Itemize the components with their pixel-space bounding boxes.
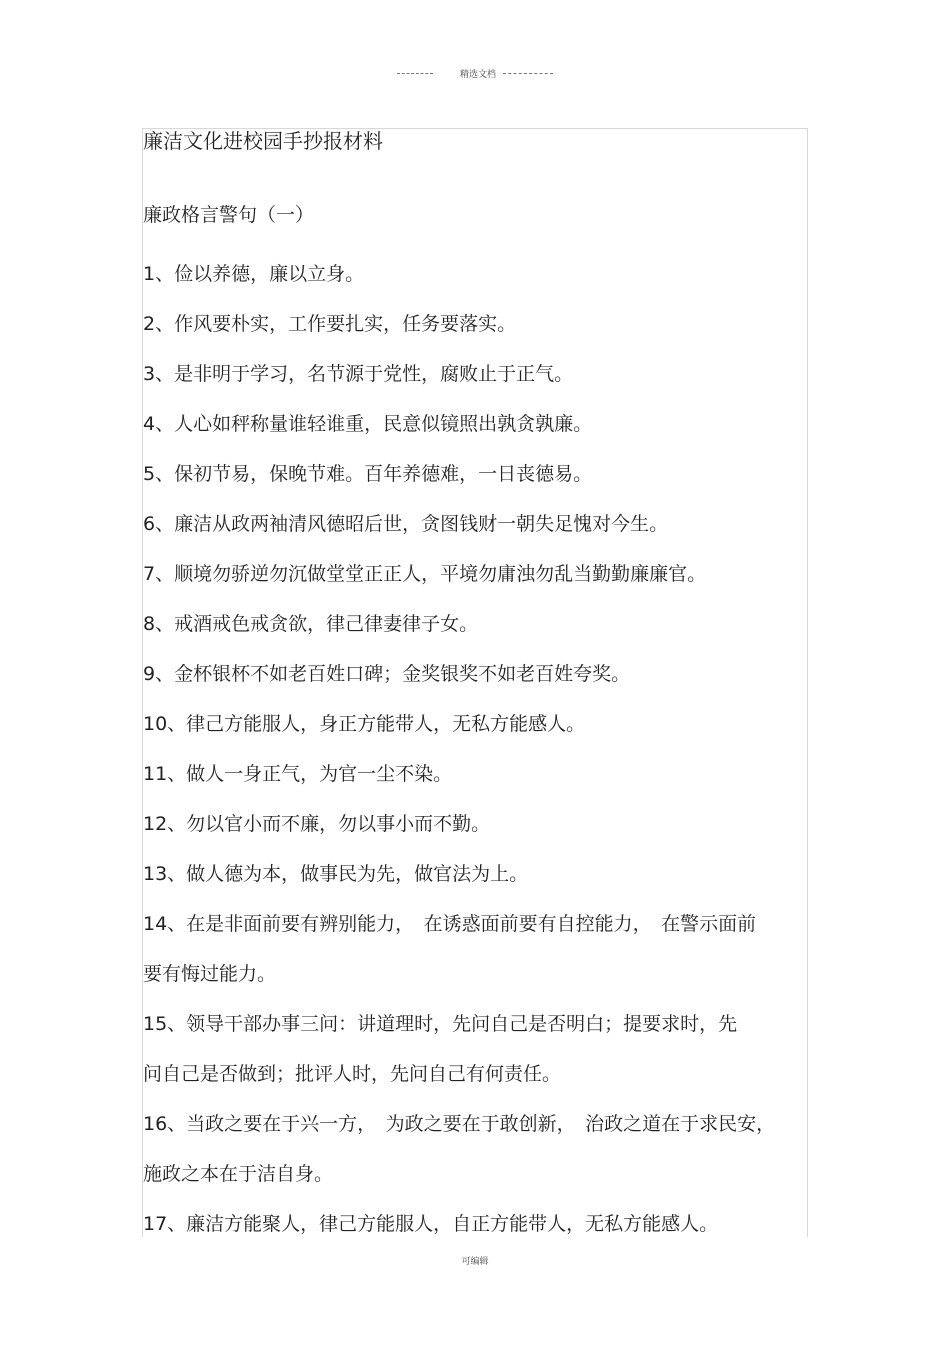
document-title: 廉洁文化进校园手抄报材料 [143, 129, 383, 153]
list-item [143, 1199, 805, 1249]
section-title: 廉政格言警句（一） [143, 204, 315, 226]
list-item [143, 999, 805, 1099]
list-item-text: 11、做人一身正气，为官一尘不染。 [143, 763, 453, 785]
list-item [143, 599, 805, 649]
document-body [143, 125, 805, 1249]
list-item [143, 799, 805, 849]
list-item-text: 要有悔过能力。 [143, 963, 277, 985]
list-item-text: 4、人心如秤称量谁轻谁重，民意似镜照出孰贪孰廉。 [143, 413, 593, 435]
motto-list [143, 249, 805, 1249]
list-item-text: 施政之本在于洁自身。 [143, 1163, 334, 1185]
list-item [143, 899, 805, 999]
list-item-text: 16、当政之要在于兴一方， 为政之要在于敢创新， 治政之道在于求民安， [143, 1113, 776, 1135]
list-item [143, 349, 805, 399]
list-item-text: 3、是非明于学习，名节源于党性，腐败止于正气。 [143, 363, 574, 385]
header-dash-left [397, 73, 433, 74]
list-item-text: 1、俭以养德，廉以立身。 [143, 263, 365, 285]
list-item-text: 8、戒酒戒色戒贪欲，律己律妻律子女。 [143, 613, 479, 635]
list-item-text: 14、在是非面前要有辨别能力， 在诱惑面前要有自控能力， 在警示面前 [143, 913, 757, 935]
list-item [143, 299, 805, 349]
page-footer: 可编辑 [461, 1257, 489, 1267]
list-item-text: 2、作风要朴实，工作要扎实，任务要落实。 [143, 313, 517, 335]
header-dash-right [503, 73, 553, 74]
list-item [143, 549, 805, 599]
list-item [143, 649, 805, 699]
header-label: 精选文档 [459, 70, 496, 80]
list-item [143, 499, 805, 549]
list-item-text: 9、金杯银杯不如老百姓口碑；金奖银奖不如老百姓夸奖。 [143, 663, 631, 685]
list-item-text: 6、廉洁从政两袖清风德昭后世，贪图钱财一朝失足愧对今生。 [143, 513, 669, 535]
list-item [143, 449, 805, 499]
list-item [143, 1099, 805, 1199]
list-item-text: 7、顺境勿骄逆勿沉做堂堂正正人，平境勿庸浊勿乱当勤勤廉廉官。 [143, 563, 707, 585]
list-item-text: 17、廉洁方能聚人，律己方能服人，自正方能带人，无私方能感人。 [143, 1213, 719, 1235]
list-item-text: 5、保初节易，保晚节难。百年养德难，一日丧德易。 [143, 463, 593, 485]
list-item-text: 15、领导干部办事三问：讲道理时，先问自己是否明白；提要求时，先 [143, 1013, 738, 1035]
list-item-text: 10、律己方能服人，身正方能带人，无私方能感人。 [143, 713, 586, 735]
list-item [143, 249, 805, 299]
page-header [0, 67, 950, 80]
list-item [143, 749, 805, 799]
list-item-text: 12、勿以官小而不廉，勿以事小而不勤。 [143, 813, 491, 835]
list-item-text: 13、做人德为本，做事民为先，做官法为上。 [143, 863, 529, 885]
list-item-text: 问自己是否做到；批评人时，先问自己有何责任。 [143, 1063, 562, 1085]
list-item [143, 849, 805, 899]
list-item [143, 699, 805, 749]
list-item [143, 399, 805, 449]
